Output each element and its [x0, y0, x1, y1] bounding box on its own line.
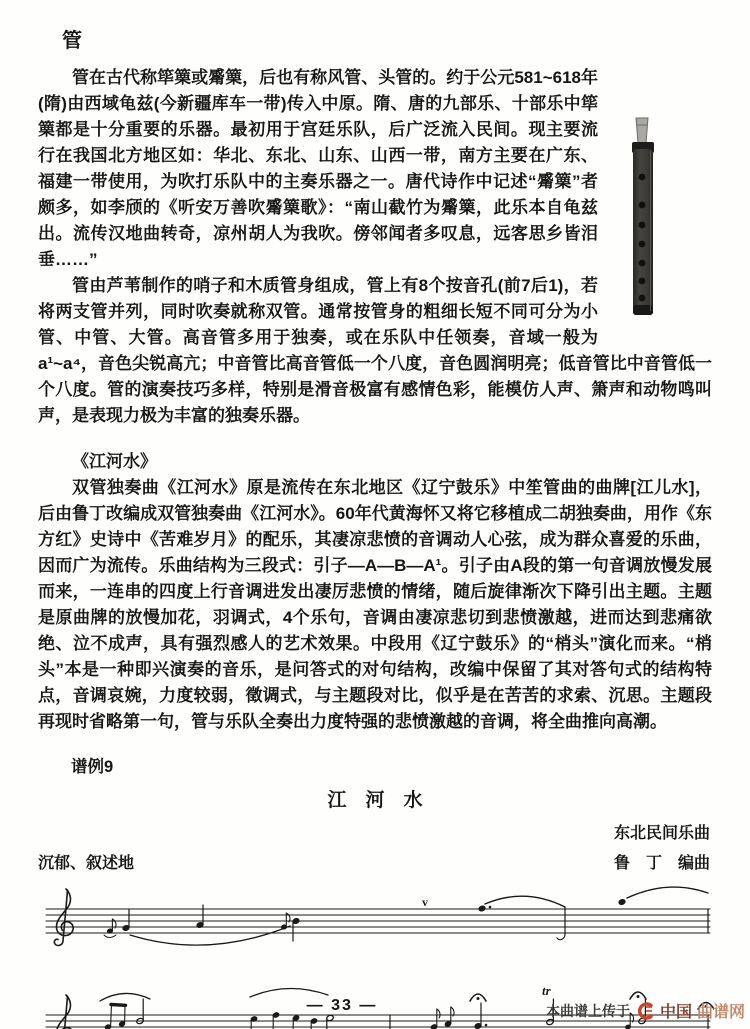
watermark-prefix: 本曲谱上传于: [545, 1002, 630, 1019]
paragraph-guan-construction: 管由芦苇制作的哨子和木质管身组成，管上有8个按音孔(前7后1)，若将两支管并列，同时吹奏就称双管。通常按管身的粗细长短不同可分为小管、中管、大管。高音管多用于独奏，或在乐队中任领奏，音域一般为a¹~a⁴，音色尖锐高亢；中音管比高音管低一个八度，音色圆润明亮；低音管比中音管低一个八度。管的演奏技巧多样，特别是滑音极富有感情色彩，能模仿人声、箫声和动物鸣叫声，是表现力极为丰富的独奏乐器。: [38, 276, 712, 425]
section-heading-jianghéshui: 《江河水》: [72, 452, 157, 471]
page-number: — 33 —: [306, 997, 378, 1014]
music-disc-logo-icon: [635, 1001, 655, 1021]
score-header-row: [38, 850, 710, 873]
breath-mark: v: [422, 895, 428, 909]
watermark: [546, 999, 745, 1022]
page-content: [38, 0, 712, 1029]
guan-instrument-photo: [612, 115, 712, 327]
instrument-body: [632, 142, 654, 315]
guan-instrument-figure: [612, 115, 712, 327]
tempo-marking: 沉郁、叙述地: [38, 855, 135, 872]
staff-1-lines: [46, 909, 710, 933]
reed-mouthpiece: [636, 118, 648, 143]
trill-mark: tr: [542, 983, 551, 998]
score-arranger-credit: 鲁 丁 编曲: [613, 855, 710, 872]
watermark-site-name-secondary: 曲谱网: [696, 1004, 745, 1021]
score-example-label: 谱例9: [71, 758, 114, 776]
staff-1-notes: [104, 887, 708, 945]
treble-clef-icon: [54, 889, 73, 945]
watermark-site-name-primary: 中国: [659, 1004, 692, 1021]
score-title: 江 河 水: [327, 790, 423, 811]
paragraph-jiangheshui-analysis: 双管独奏曲《江河水》原是流传在东北地区《辽宁鼓乐》中笙管曲的曲牌[江儿水]，后由鲁丁改编成双管独奏曲《江河水》。60年代黄海怀又将它移植成二胡独奏曲，用作《东方红》史诗中《苦难岁月》的配乐，其凄凉悲愤的音调动人心弦，成为群众喜爱的乐曲，因而广为流传。乐曲结构为三段式：引子—A—B—A¹。引子由A段的第一句音调放慢发展而来，一连串的四度上行音调进发出凄厉悲愤的情绪，随后旋律渐次下降引出主题。主题是原曲牌的放慢加花，羽调式，4个乐句，音调由凄凉悲切到悲愤激越，进而达到悲痛欲绝、泣不成声，具有强烈感人的艺术效果。中段用《辽宁鼓乐》的“梢头”演化而来。“梢头”本是一种即兴演奏的音乐，是问答式的对句结构，改编中保留了其对答句式的结构特点，音调哀婉，力度较弱，徵调式，与主题段对比，似乎是在苦苦的求索、沉思。主题段再现时省略第一句，管与乐队全奏出力度特强的悲愤激越的音调，将全曲推向高潮。: [38, 478, 712, 731]
page-title: 管: [62, 30, 82, 52]
paragraph-guan-history: 管在古代称筚篥或觱篥，后也有称风管、头管的。约于公元581~618年(隋)由西域龟兹(今新疆库车一带)传入中原。隋、唐的九部乐、十部乐中筚篥都是十分重要的乐器。最初用于宫廷乐队，后广泛流入民间。现主要流行在我国北方地区如：华北、东北、山东、山西一带，南方主要在广东、福建一带使用，为吹打乐队中的主奏乐器之一。唐代诗作中记述“觱篥”者颇多，如李颀的《听安万善吹觱篥歌》：“南山截竹为觱篥，此乐本自龟兹出。流传汉地曲转奇，凉州胡人为我吹。傍邻闻者多叹息，远客思乡皆泪垂……”: [38, 68, 598, 269]
score-source-credit: 东北民间乐曲: [613, 825, 710, 842]
